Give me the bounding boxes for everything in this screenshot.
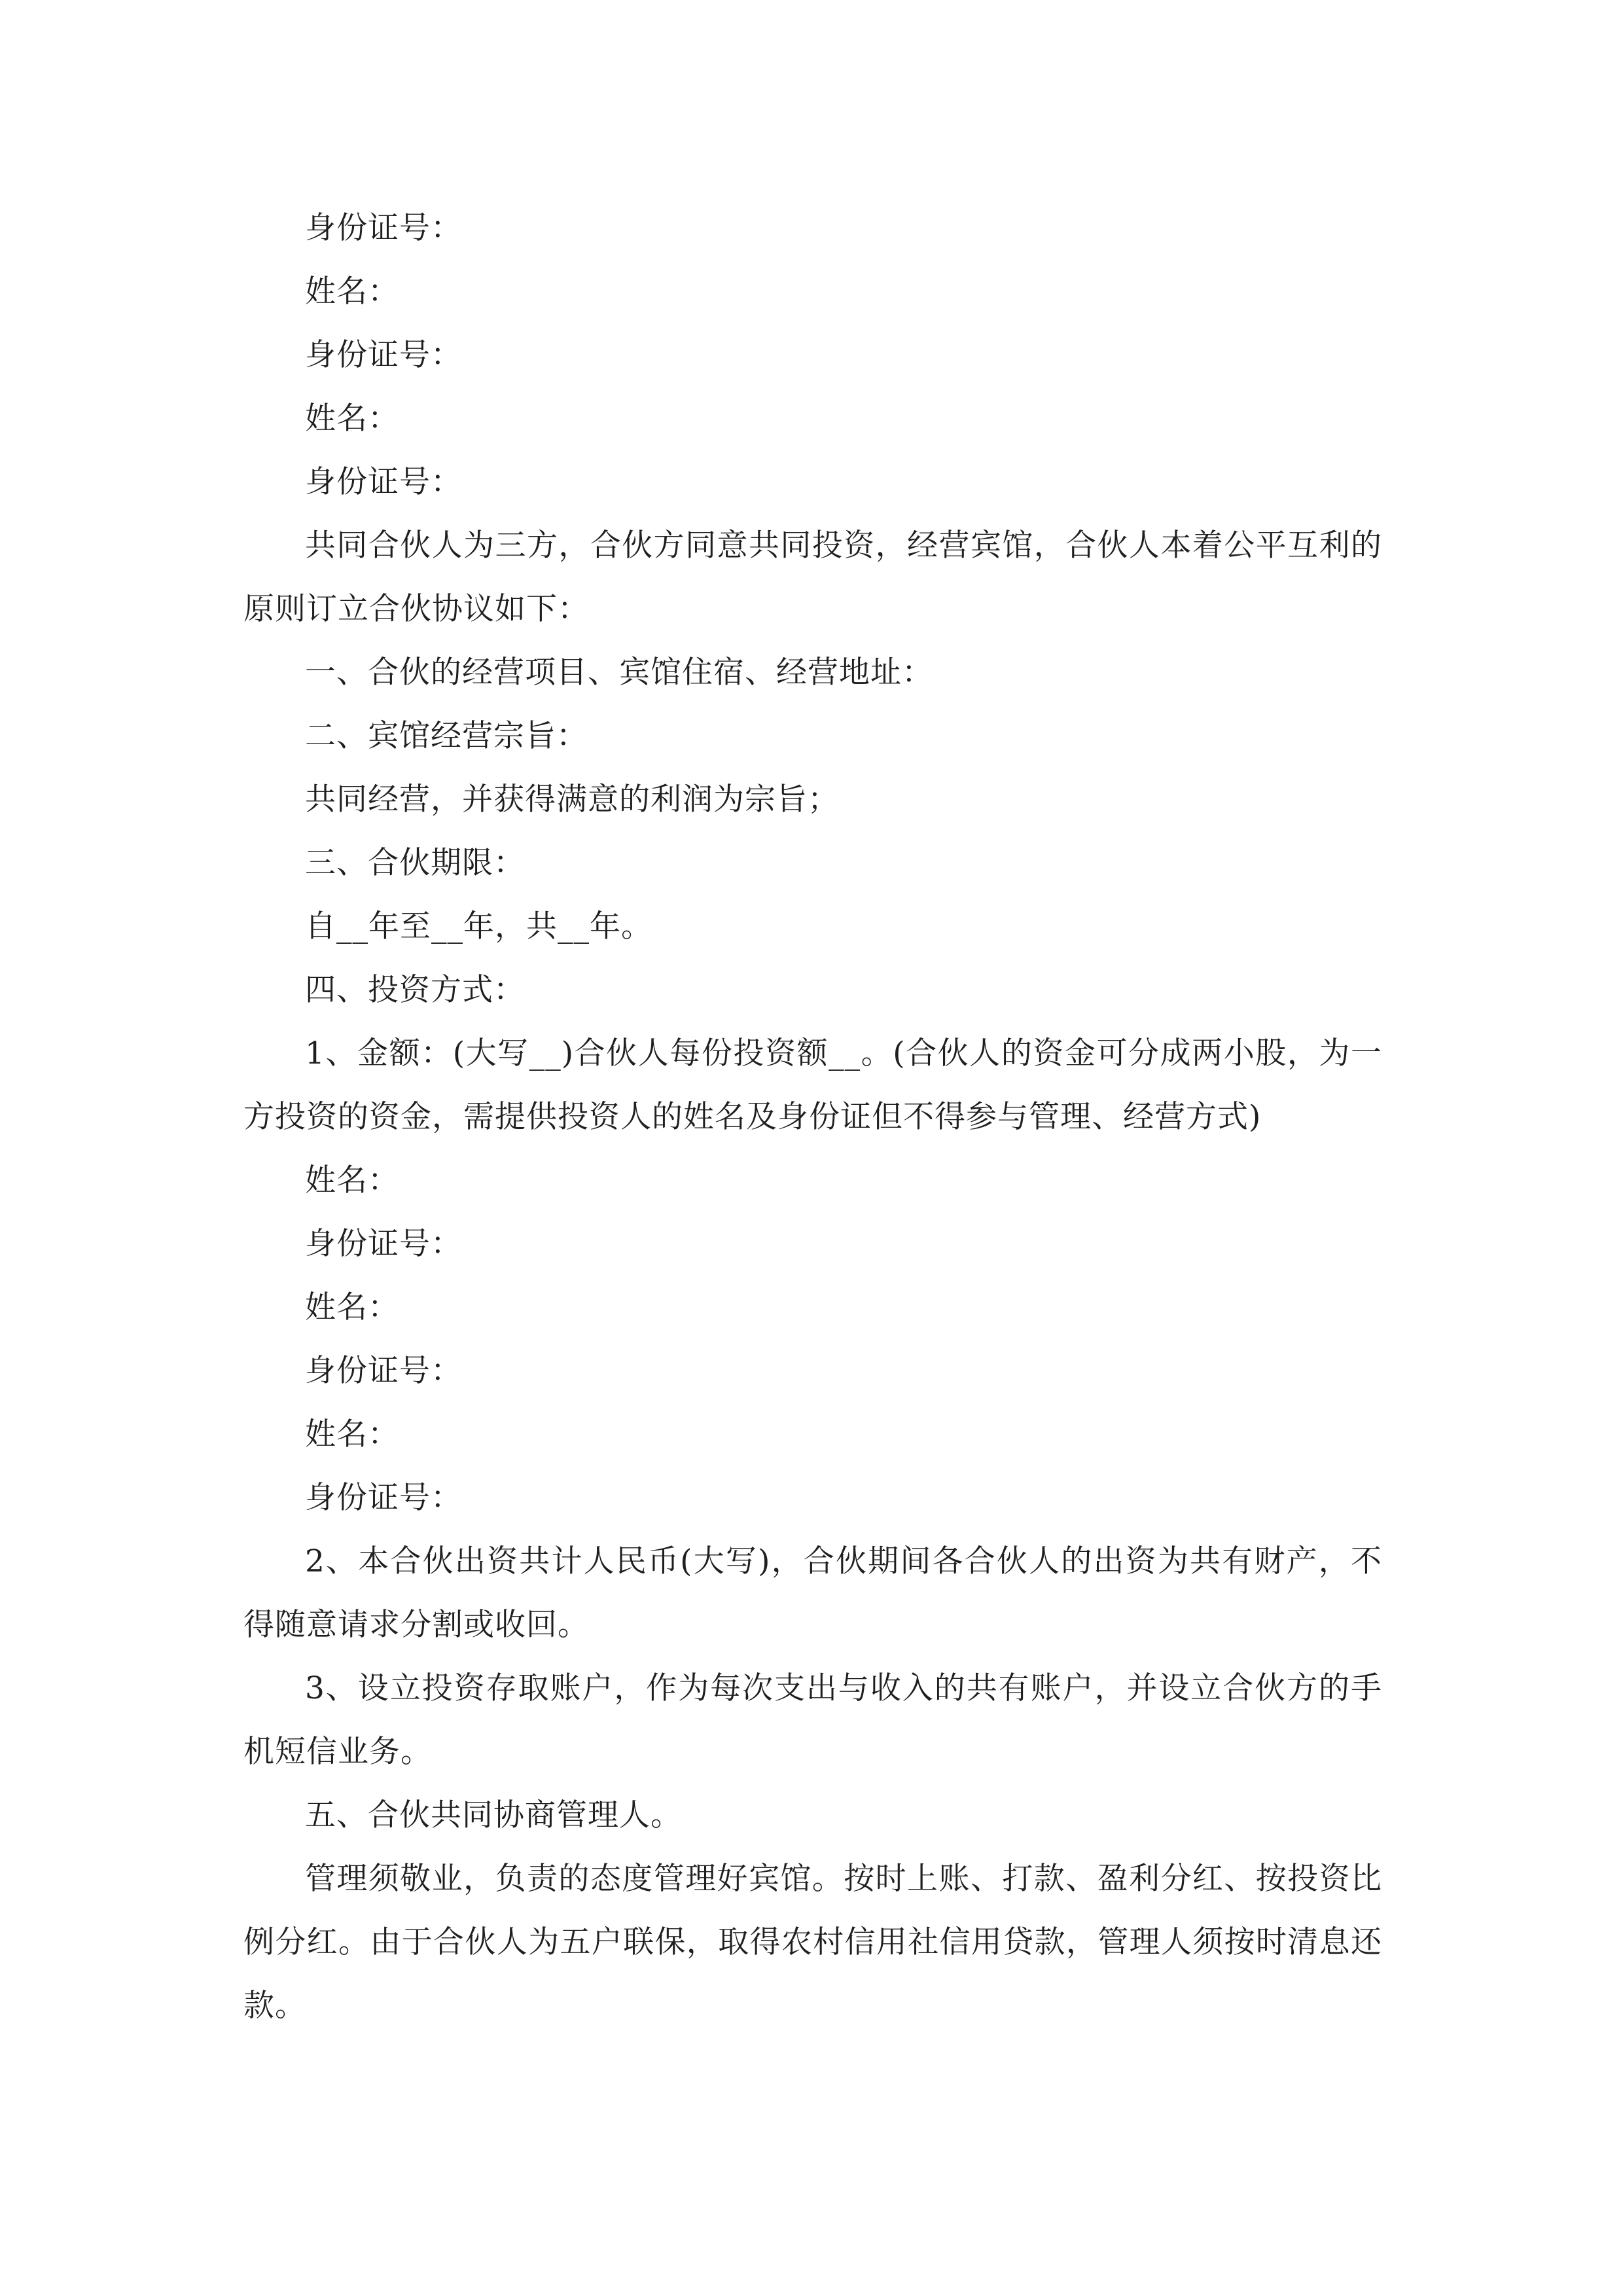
purpose-paragraph: 共同经营，并获得满意的利润为宗旨； <box>305 781 839 817</box>
term-paragraph: 自__年至__年，共__年。 <box>305 908 652 944</box>
id-number-line: 身份证号： <box>305 210 462 246</box>
name-line: 姓名： <box>305 401 399 437</box>
section-heading-manager: 五、合伙共同协商管理人。 <box>305 1797 682 1833</box>
id-number-line: 身份证号： <box>305 1353 462 1389</box>
management-duty-paragraph: 管理须敬业，负责的态度管理好宾馆。按时上账、打款、盈利分红、按投资比例分红。由于合伙人为五户联保，取得农村信用社信用贷款，管理人须按时清息还款。 <box>243 1861 1382 2024</box>
id-number-line: 身份证号： <box>305 464 462 500</box>
id-number-line: 身份证号： <box>305 1226 462 1262</box>
name-line: 姓名： <box>305 1162 399 1198</box>
section-heading-purpose: 二、宾馆经营宗旨： <box>305 718 588 754</box>
section-heading-investment: 四、投资方式： <box>305 972 525 1008</box>
id-number-line: 身份证号： <box>305 1480 462 1516</box>
name-line: 姓名： <box>305 274 399 310</box>
agreement-intro-paragraph: 共同合伙人为三方，合伙方同意共同投资，经营宾馆，合伙人本着公平互利的原则订立合伙协议如下： <box>243 528 1382 627</box>
section-heading-term: 三、合伙期限： <box>305 845 525 881</box>
id-number-line: 身份证号： <box>305 337 462 373</box>
document-body <box>243 196 1382 2037</box>
section-heading-business-scope: 一、合伙的经营项目、宾馆住宿、经营地址： <box>305 655 933 691</box>
investment-amount-paragraph: 1、金额：(大写__)合伙人每份投资额__。(合伙人的资金可分成两小股，为一方投资的资金，需提供投资人的姓名及身份证但不得参与管理、经营方式) <box>243 1035 1382 1135</box>
name-line: 姓名： <box>305 1289 399 1325</box>
capital-total-paragraph: 2、本合伙出资共计人民币(大写)，合伙期间各合伙人的出资为共有财产，不得随意请求分割或收回。 <box>243 1543 1382 1643</box>
account-setup-paragraph: 3、设立投资存取账户，作为每次支出与收入的共有账户，并设立合伙方的手机短信业务。 <box>243 1670 1382 1770</box>
name-line: 姓名： <box>305 1416 399 1452</box>
